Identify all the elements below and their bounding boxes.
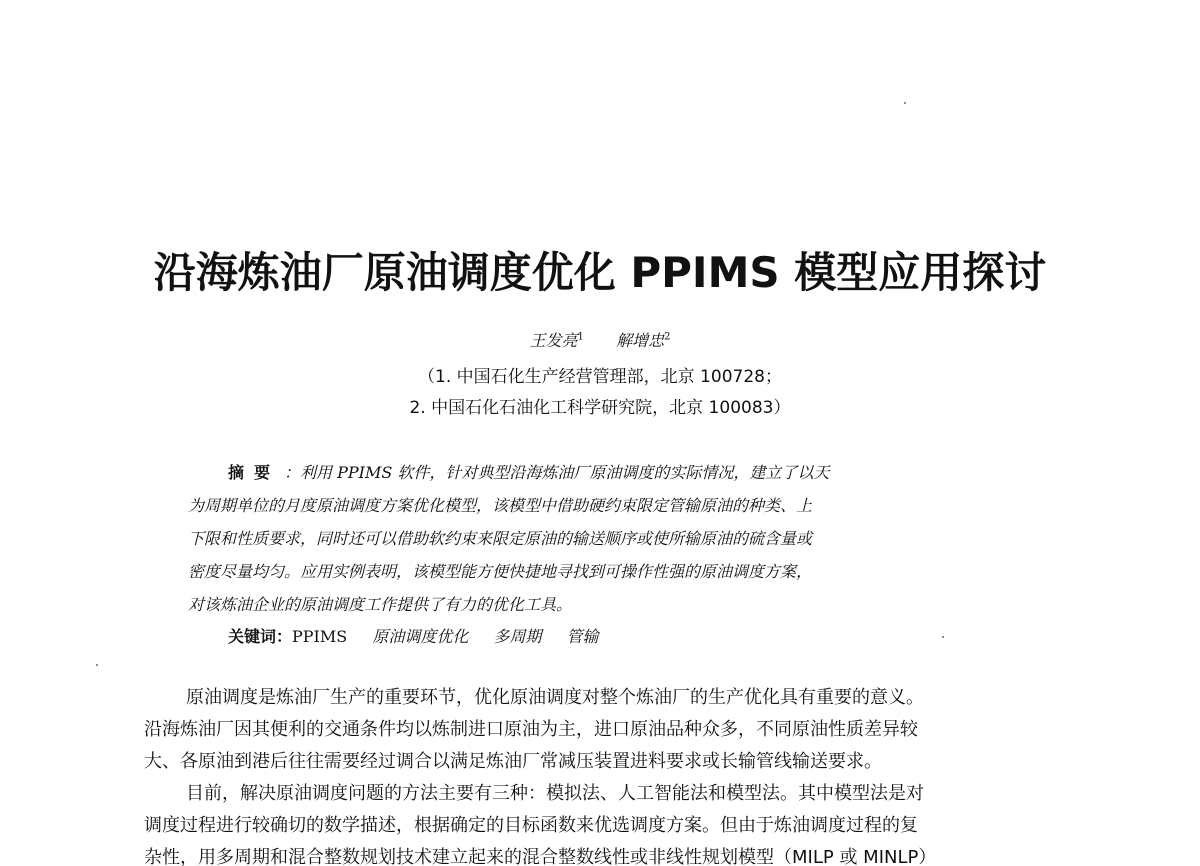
keyword: PPIMS bbox=[292, 627, 348, 646]
author-affil-mark: 2 bbox=[664, 331, 671, 343]
abstract-line: 密度尽量均匀。应用实例表明，该模型能方便快捷地寻找到可操作性强的原油调度方案， bbox=[188, 562, 813, 581]
abstract-separator: ： bbox=[284, 463, 301, 482]
paper-title: 沿海炼油厂原油调度优化 PPIMS 模型应用探讨 bbox=[153, 248, 1047, 297]
keywords-label: 关键词： bbox=[228, 627, 293, 646]
author-name: 王发亮 bbox=[529, 331, 578, 350]
body-line: 原油调度是炼油厂生产的重要环节，优化原油调度对整个炼油厂的生产优化具有重要的意义。 bbox=[186, 687, 924, 708]
scan-speck bbox=[96, 664, 98, 666]
author-affil-mark: 1 bbox=[577, 331, 584, 343]
abstract-label: 摘要 bbox=[228, 463, 281, 482]
abstract-line: 下限和性质要求，同时还可以借助软约束来限定原油的输送顺序或使所输原油的硫含量或 bbox=[188, 529, 813, 548]
body-line: 沿海炼油厂因其便利的交通条件均以炼制进口原油为主，进口原油品种众多，不同原油性质差异较 bbox=[144, 719, 918, 740]
affiliation-line: （1. 中国石化生产经营管理部，北京 100728； bbox=[418, 367, 782, 387]
body-line: 大、各原油到港后往往需要经过调合以满足炼油厂常减压装置进料要求或长输管线输送要求。 bbox=[144, 751, 882, 772]
abstract bbox=[188, 456, 1028, 621]
body-line: 杂性，用多周期和混合整数规划技术建立起来的混合整数线性或非线性规划模型（MILP 或 MINLP） bbox=[144, 847, 937, 866]
scan-speck bbox=[942, 636, 944, 638]
author-name: 解增忠 bbox=[616, 331, 665, 350]
keyword: 原油调度优化 bbox=[372, 627, 469, 646]
body-line: 调度过程进行较确切的数学描述，根据确定的目标函数来优选调度方案。但由于炼油调度过程的复 bbox=[144, 815, 918, 836]
body-text bbox=[144, 682, 1064, 866]
author-line bbox=[0, 328, 1200, 351]
keywords bbox=[228, 622, 619, 652]
keyword: 管输 bbox=[566, 627, 599, 646]
affiliation-line: 2. 中国石化石油化工科学研究院，北京 100083） bbox=[409, 398, 791, 418]
abstract-text: 利用 PPIMS 软件，针对典型沿海炼油厂原油调度的实际情况，建立了以天 bbox=[300, 463, 830, 482]
abstract-line: 为周期单位的月度原油调度方案优化模型，该模型中借助硬约束限定管输原油的种类、上 bbox=[188, 496, 813, 515]
scan-speck bbox=[904, 102, 906, 104]
abstract-line: 对该炼油企业的原油调度工作提供了有力的优化工具。 bbox=[188, 595, 573, 614]
abstract-line bbox=[188, 456, 1028, 489]
body-line: 目前，解决原油调度问题的方法主要有三种：模拟法、人工智能法和模型法。其中模型法是对 bbox=[186, 783, 924, 804]
keyword: 多周期 bbox=[493, 627, 542, 646]
